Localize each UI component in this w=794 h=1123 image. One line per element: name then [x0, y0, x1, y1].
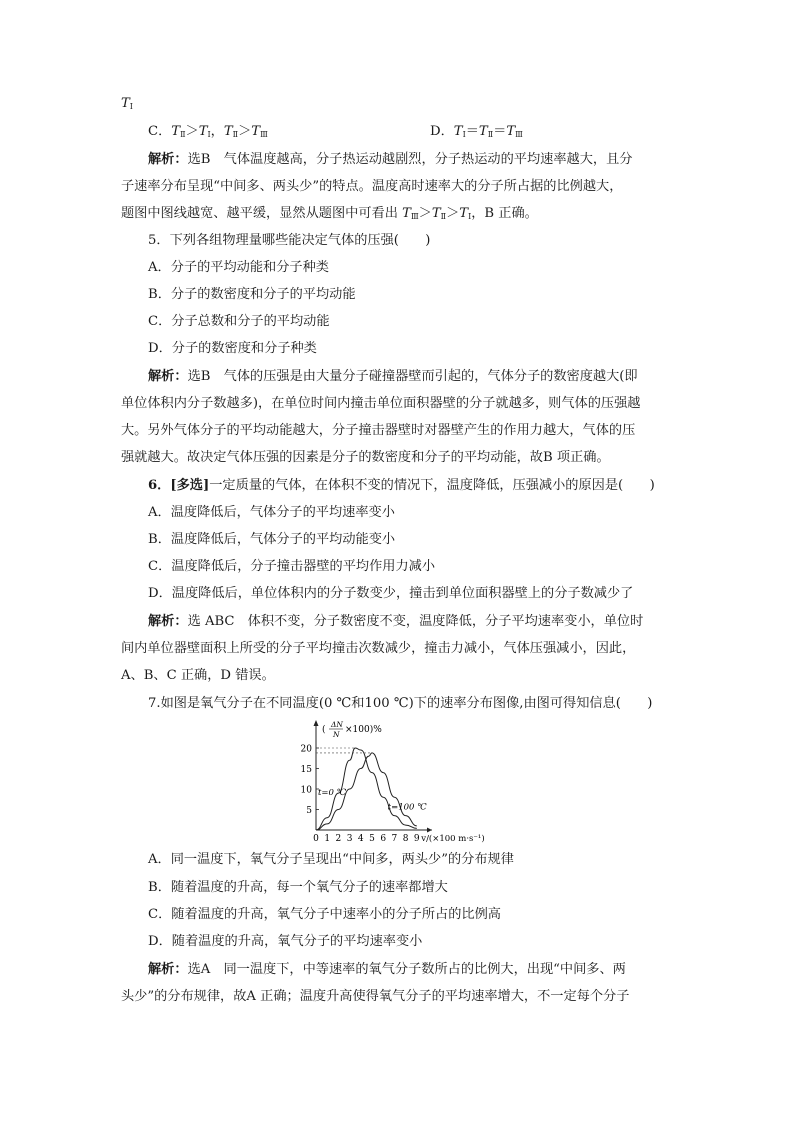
- x-tick-label: 3: [346, 834, 353, 844]
- x-axis-arrow: [427, 828, 432, 833]
- q4-option-c: C．$T_Ⅱ>T_Ⅰ$，$T_Ⅱ>T_Ⅲ$: [148, 124, 268, 139]
- q6-option-b: B．温度降低后，气体分子的平均动能变小: [148, 532, 396, 547]
- y-tick-label: 5: [306, 806, 312, 816]
- q5-analysis-line: 单位体积内分子数越多)，在单位时间内撞击单位面积器壁的分子就越多，则气体的压强越: [121, 396, 641, 411]
- y-axis-arrow: [314, 720, 319, 726]
- q6-analysis-line: 间内单位器壁面积上所受的分子平均撞击次数减少，撞击力减小，气体压强减小，因此，: [121, 641, 636, 656]
- analysis-text: 选B 气体的压强是由大量分子碰撞器壁而引起的，气体分子的数密度越大(即: [187, 369, 638, 384]
- q5-option-c: C．分子总数和分子的平均动能: [148, 314, 330, 329]
- speed-distribution-chart: [298, 718, 538, 848]
- q6-option-c: C．温度降低后，分子撞击器壁的平均作用力减小: [148, 559, 436, 574]
- q5-analysis-line: [148, 367, 638, 387]
- x-tick-label: 5: [369, 834, 375, 844]
- y-axis-label-open: (: [322, 725, 326, 735]
- x-tick-label: 8: [402, 834, 409, 844]
- x-tick-label: 0: [313, 834, 319, 844]
- q7-option-d: D．随着温度的升高，氧气分子的平均速率变小: [148, 934, 423, 949]
- x-tick-label: 4: [357, 834, 364, 844]
- q6-analysis-line: [148, 612, 643, 632]
- q4-analysis-line: [148, 150, 632, 170]
- y-axis-label-rest: ×100)%: [345, 725, 382, 735]
- analysis-text: 选 ABC 体积不变，分子数密度不变，温度降低，分子平均速率变小，单位时: [187, 614, 644, 629]
- analysis-text: 选B 气体温度越高，分子热运动越剧烈，分子热运动的平均速率越大，且分: [187, 152, 633, 167]
- x-tick-label: 1: [324, 834, 331, 844]
- x-tick-label: 7: [391, 834, 398, 844]
- q6-tag: [多选]: [170, 478, 210, 493]
- series-label-0: t=0 ℃: [318, 788, 347, 799]
- analysis-label: 解析：: [148, 369, 188, 384]
- q6-stem-text: 一定质量的气体，在体积不变的情况下，温度降低，压强减小的原因是( ): [209, 478, 655, 493]
- y-axis-label-denominator: N: [333, 730, 340, 739]
- q5-option-a: A．分子的平均动能和分子种类: [148, 260, 329, 275]
- q5-option-d: D．分子的数密度和分子种类: [148, 341, 317, 356]
- y-tick-label: 20: [300, 744, 312, 755]
- analysis-text: 选A 同一温度下，中等速率的氧气分子数所占的比例大，出现“中间多、两: [187, 962, 626, 977]
- x-tick-label: 9: [413, 834, 420, 844]
- analysis-label: 解析：: [148, 152, 188, 167]
- q6-number: 6．: [148, 478, 171, 493]
- x-tick-label: 6: [380, 834, 387, 844]
- t-symbol: T: [121, 96, 130, 111]
- q6-option-a: A．温度降低后，气体分子的平均速率变小: [148, 505, 395, 520]
- q7-option-b: B．随着温度的升高，每一个氧气分子的速率都增大: [148, 880, 448, 895]
- q5-analysis-line: 强就越大。故决定气体压强的因素是分子的数密度和分子的平均动能，故B 项正确。: [121, 450, 610, 465]
- series-label-1: t=100 ℃: [387, 802, 427, 813]
- q7-analysis-line: 头少”的分布规律，故A 正确；温度升高使得氧气分子的平均速率增大，不一定每个分子: [121, 989, 630, 1004]
- q7-option-a: A．同一温度下，氧气分子呈现出“中间多，两头少”的分布规律: [148, 852, 514, 867]
- top-fragment: [121, 94, 133, 117]
- t-subscript: Ⅰ: [129, 102, 133, 111]
- analysis-label: 解析：: [148, 962, 188, 977]
- q4-analysis-line: 子速率分布呈现“中间多、两头少”的特点。温度高时速率大的分子所占据的比例越大，: [121, 179, 623, 194]
- analysis-label: 解析：: [148, 614, 188, 629]
- x-axis-label: v/(×100 m·s⁻¹): [421, 834, 485, 844]
- q6-analysis-line: A、B、C 正确，D 错误。: [121, 668, 275, 683]
- q4-option-d: D．$T_Ⅰ=T_Ⅱ=T_Ⅲ$: [430, 124, 523, 139]
- q4-analysis-line: 题图中图线越宽、越平缓，显然从题图中可看出 $T_Ⅲ>T_Ⅱ>T_Ⅰ$，B 正确。: [121, 206, 538, 221]
- q6-stem: [148, 476, 655, 496]
- q6-option-d: D．温度降低后，单位体积内的分子数变少，撞击到单位面积器壁上的分子数减少了: [148, 586, 634, 601]
- q5-stem: 5．下列各组物理量哪些能决定气体的压强( ): [148, 233, 431, 248]
- q7-stem: 7.如图是氧气分子在不同温度(0 ℃和100 ℃)下的速率分布图像,由图可得知信息( ): [148, 696, 653, 711]
- q7-analysis-line: [148, 960, 626, 980]
- y-axis-label-numerator: ΔN: [331, 720, 343, 729]
- q5-option-b: B．分子的数密度和分子的平均动能: [148, 287, 356, 302]
- y-tick-label: 15: [300, 765, 312, 775]
- q5-analysis-line: 大。另外气体分子的平均动能越大，分子撞击器壁时对器壁产生的作用力越大，气体的压: [121, 423, 636, 438]
- y-tick-label: 10: [300, 785, 312, 796]
- x-tick-label: 2: [335, 834, 342, 844]
- q7-option-c: C．随着温度的升高，氧气分子中速率小的分子所占的比例高: [148, 907, 501, 922]
